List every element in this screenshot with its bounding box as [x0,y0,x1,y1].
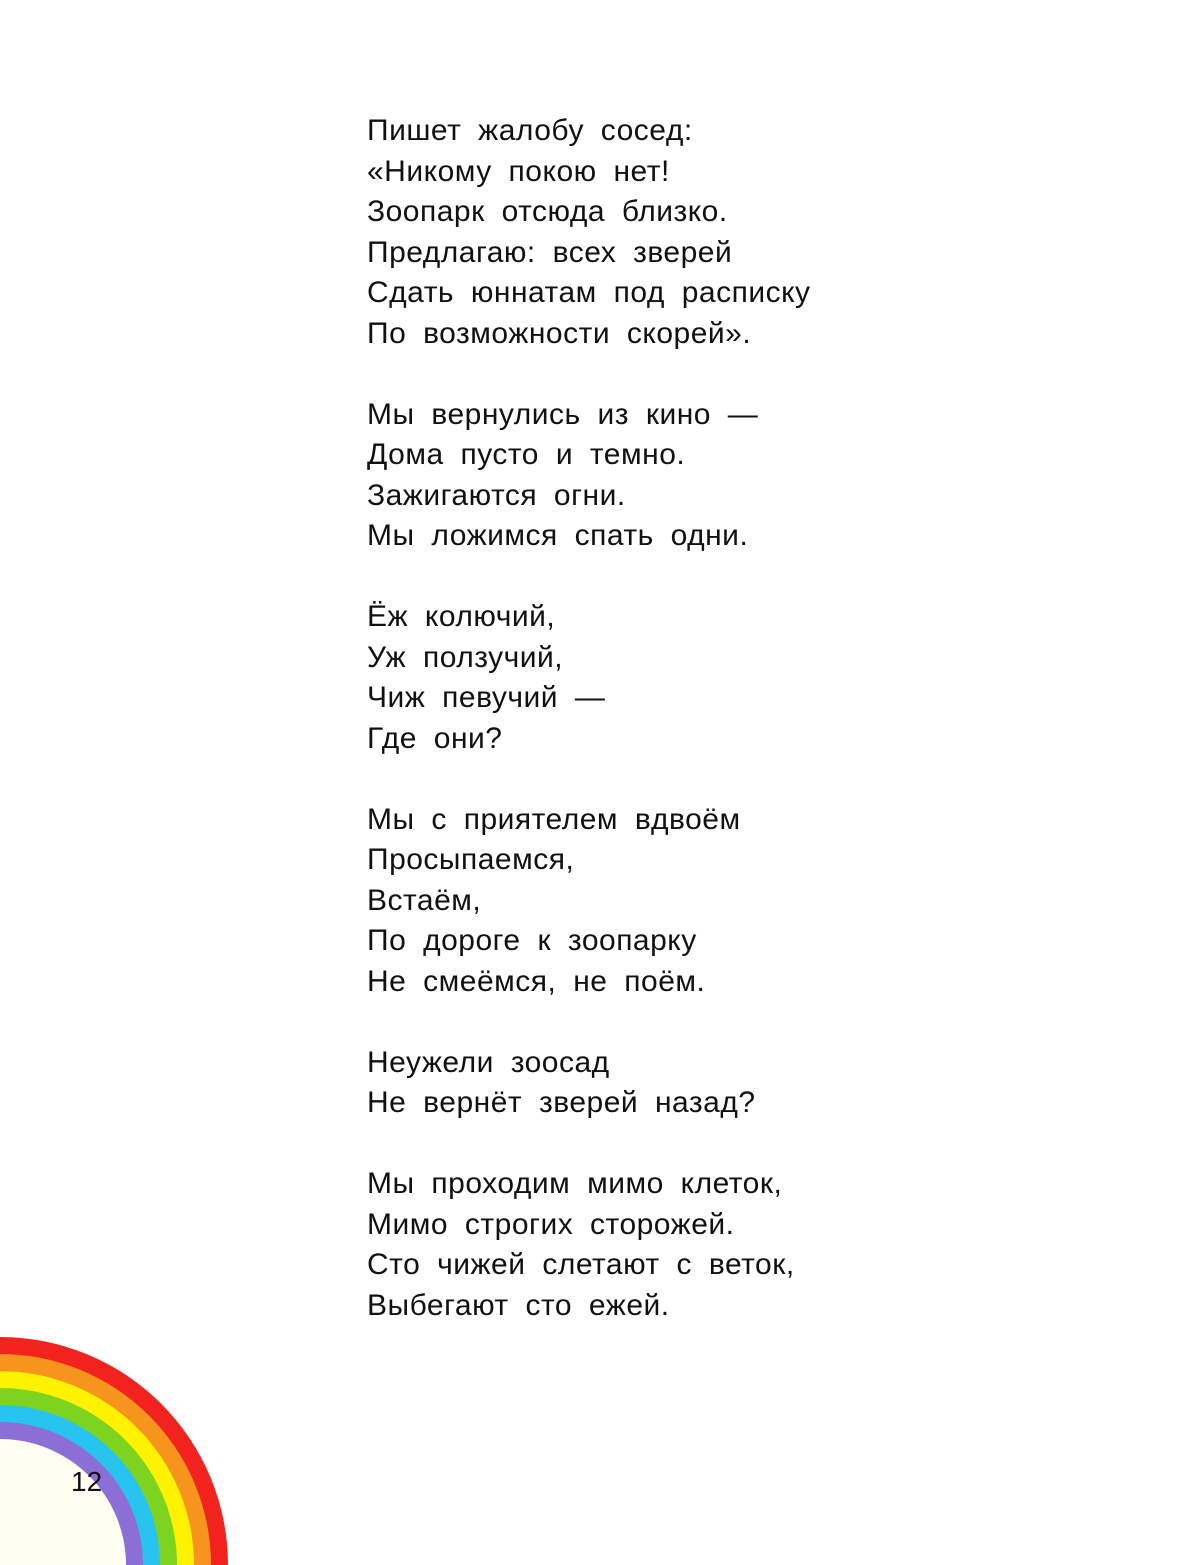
poem-line: Уж ползучий, [367,640,564,674]
poem-line: Выбегают сто ежей. [367,1288,670,1322]
poem-text [367,111,927,1367]
poem-line: Не вернёт зверей назад? [367,1086,756,1119]
poem-line: Мы с приятелем вдвоём [367,802,741,836]
poem-line: Чиж певучий — [367,681,606,714]
poem-line: «Никому покою нет! [367,154,670,188]
poem-line: Предлагаю: всех зверей [367,235,733,269]
poem-line: Зажигаются огни. [367,478,626,512]
stanza [367,1164,927,1326]
poem-line: Сто чижей слетают с веток, [367,1248,795,1281]
poem-line: Просыпаемся, [367,843,575,876]
stanza [367,395,927,557]
poem-line: Неужели зоосад [367,1045,610,1079]
poem-line: Ёж колючий, [367,600,556,633]
poem-line: Не смеёмся, не поём. [367,964,706,998]
stanza [367,1043,927,1124]
stanza [367,597,927,759]
poem-line: Мы проходим мимо клеток, [367,1167,783,1200]
poem-line: Мы вернулись из кино — [367,397,759,431]
poem-line: Встаём, [367,883,482,917]
stanza [367,800,927,1003]
poem-line: Пишет жалобу сосед: [367,114,693,147]
poem-line: Сдать юннатам под расписку [367,276,811,309]
poem-line: Мы ложимся спать одни. [367,519,749,552]
page-number: 12 [71,1466,103,1497]
stanza [367,111,927,354]
poem-line: Мимо строгих сторожей. [367,1207,735,1241]
poem-line: Дома пусто и темно. [367,438,686,471]
rainbow-icon [0,1330,260,1565]
poem-line: По возможности скорей». [367,316,752,350]
poem-line: По дороге к зоопарку [367,924,697,957]
poem-line: Где они? [367,721,503,755]
poem-line: Зоопарк отсюда близко. [367,195,728,228]
